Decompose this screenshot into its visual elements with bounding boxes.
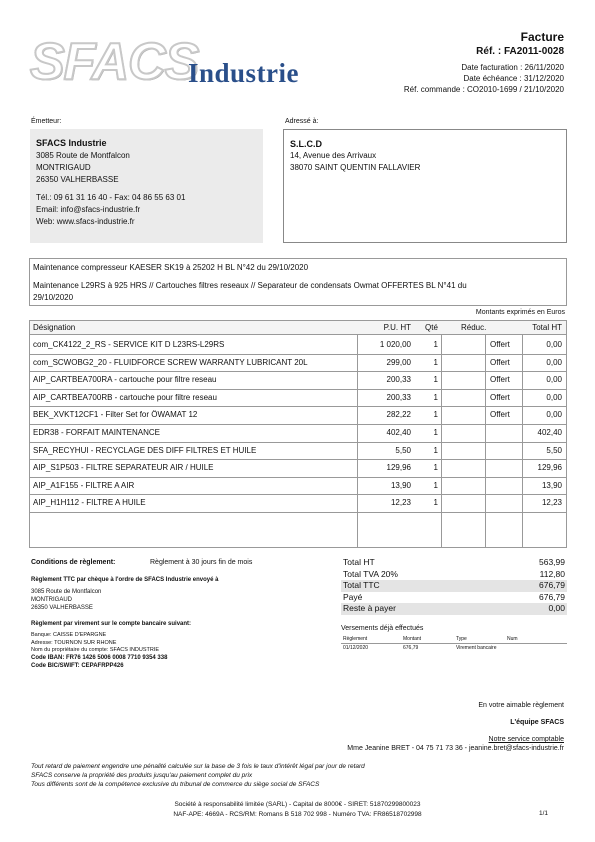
invoice-header — [404, 30, 564, 94]
cell-qte: 1 — [433, 428, 438, 437]
vers-montant: 676,79 — [403, 645, 419, 651]
cell-designation: AIP_S1P503 - FILTRE SEPARATEUR AIR / HUILE — [33, 463, 214, 473]
table-row — [30, 442, 566, 460]
emetteur-email: Email: info@sfacs-industrie.fr — [36, 205, 141, 214]
total-label: Payé — [343, 591, 363, 602]
description-line1: Maintenance compresseur KAESER SK19 à 25202 H BL N°42 du 29/10/2020 — [33, 263, 309, 272]
emetteur-name: SFACS Industrie — [36, 138, 107, 148]
cell-pu: 200,33 — [386, 392, 411, 402]
total-row — [341, 580, 567, 592]
banque-adresse: Adresse: TOURNON SUR RHONE — [31, 640, 117, 646]
total-value: 0,00 — [548, 603, 565, 613]
legal-penalties — [31, 762, 365, 789]
table-row — [30, 354, 566, 372]
company-footer — [0, 800, 595, 820]
cell-qte: 1 — [433, 340, 438, 349]
destinataire-label: Adressé à: — [285, 118, 319, 125]
emetteur-addr1: 3085 Route de Montfalcon — [36, 151, 130, 160]
cell-qte: 1 — [433, 445, 438, 455]
logo-industrie: Industrie — [188, 58, 300, 88]
conditions-text: Règlement à 30 jours fin de mois — [150, 559, 253, 566]
cell-pu: 1 020,00 — [379, 340, 411, 349]
cell-pu: 402,40 — [386, 428, 411, 437]
cell-qte: 1 — [433, 410, 438, 420]
cell-designation: EDR38 - FORFAIT MAINTENANCE — [33, 428, 160, 437]
destinataire-addr2: 38070 SAINT QUENTIN FALLAVIER — [290, 163, 421, 172]
cell-qte: 1 — [433, 357, 438, 367]
signature-line1: En votre aimable règlement — [478, 702, 564, 709]
destinataire-name: S.L.C.D — [290, 139, 323, 149]
description-line3: 29/10/2020 — [33, 293, 74, 302]
total-label: Reste à payer — [343, 603, 396, 613]
invoice-description — [29, 258, 567, 306]
cell-designation: AIP_CARTBEA700RA - cartouche pour filtre reseau — [33, 375, 217, 385]
col-pu: P.U. HT — [383, 323, 411, 332]
table-row — [30, 459, 566, 477]
penalite-line2: SFACS conserve la propriété des produits jusqu'au paiement complet du prix — [31, 772, 253, 779]
cell-pu: 5,50 — [395, 445, 411, 455]
cell-reduc: Offert — [490, 410, 510, 420]
date-echeance: Date échéance : 31/12/2020 — [463, 74, 564, 83]
table-row — [30, 371, 566, 389]
cell-qte: 1 — [433, 480, 438, 490]
col-reduc: Réduc. — [461, 323, 487, 332]
total-value: 676,79 — [539, 591, 565, 602]
destinataire-box — [283, 129, 567, 243]
total-row — [341, 603, 567, 615]
date-facturation: Date facturation : 26/11/2020 — [461, 63, 564, 72]
cell-total: 13,90 — [541, 480, 562, 490]
cell-total: 402,40 — [537, 428, 562, 437]
cell-designation: SFA_RECYHUI - RECYCLAGE DES DIFF FILTRES ET HUILE — [33, 445, 257, 455]
page-number: 1/1 — [538, 810, 548, 817]
total-label: Total TTC — [343, 580, 380, 590]
total-row — [341, 569, 567, 581]
col-designation: Désignation — [33, 323, 76, 332]
invoice-ref: Réf. : FA2011-0028 — [476, 46, 564, 57]
cell-qte: 1 — [433, 375, 438, 385]
totals-block — [341, 557, 567, 615]
cell-total: 0,00 — [546, 357, 562, 367]
table-row — [30, 336, 566, 354]
table-row — [30, 477, 566, 495]
cell-total: 0,00 — [546, 410, 562, 420]
cell-pu: 200,33 — [386, 375, 411, 385]
vers-col-num: Num — [507, 636, 518, 642]
description-line2: Maintenance L29RS à 925 HRS // Cartouches filtres reseaux // Separateur de condensats Owmat OFFERTES BL N°41 du — [33, 281, 467, 290]
cell-qte: 1 — [433, 463, 438, 473]
total-label: Total TVA 20% — [343, 568, 398, 579]
col-total: Total HT — [532, 323, 562, 332]
cell-designation: AIP_H1H112 - FILTRE A HUILE — [33, 498, 146, 508]
table-row — [30, 406, 566, 424]
cell-total: 0,00 — [546, 392, 562, 402]
vers-col-reglement: Règlement — [343, 636, 368, 642]
cell-reduc: Offert — [490, 357, 510, 367]
cell-reduc: Offert — [490, 392, 510, 402]
table-row — [30, 424, 566, 442]
signature-line2: L'équipe SFACS — [510, 719, 564, 726]
total-row — [341, 557, 567, 569]
cell-reduc: Offert — [490, 340, 510, 349]
col-qte: Qté — [425, 323, 438, 332]
emetteur-box — [30, 129, 263, 243]
versements-block — [341, 625, 567, 653]
cheque-addr1: 3085 Route de Montfalcon — [31, 589, 102, 595]
ref-commande: Réf. commande : CO2010-1699 / 21/10/2020 — [403, 85, 564, 94]
table-header — [30, 321, 566, 335]
cheque-title: Règlement TTC par chèque à l'ordre de SFACS Industrie envoyé à — [31, 577, 219, 583]
vers-col-type: Type — [456, 636, 467, 642]
signature-line3: Notre service comptable — [488, 736, 564, 743]
footer-line2: NAF-APE: 4669A - RCS/RM: Romans B 518 702 998 - Numéro TVA: FR86518702998 — [173, 811, 422, 818]
total-value: 563,99 — [539, 557, 565, 567]
vers-reglement: 01/12/2020 — [343, 645, 369, 651]
versements-header — [341, 635, 567, 644]
signature-contact: Mme Jeanine BRET - 04 75 71 73 36 - jeanine.bret@sfacs-industrie.fr — [347, 745, 564, 752]
vers-type: Virement bancaire — [456, 645, 497, 651]
cell-pu: 299,00 — [386, 357, 411, 367]
logo-wordmark: SFACS — [30, 33, 199, 91]
virement-title: Règlement par virement sur le compte bancaire suivant: — [31, 621, 192, 627]
table-row — [30, 389, 566, 407]
cell-total: 0,00 — [546, 375, 562, 385]
table-row — [30, 494, 566, 512]
cell-reduc: Offert — [490, 375, 510, 385]
cell-total: 0,00 — [546, 340, 562, 349]
company-logo — [30, 34, 312, 90]
cell-designation: AIP_A1F155 - FILTRE A AIR — [33, 480, 135, 490]
cell-pu: 13,90 — [390, 480, 411, 490]
emetteur-addr3: 26350 VALHERBASSE — [36, 175, 119, 184]
invoice-title: Facture — [520, 30, 564, 44]
versement-row — [341, 644, 567, 653]
cheque-addr2: MONTRIGAUD — [31, 597, 72, 603]
total-value: 676,79 — [539, 580, 565, 590]
penalite-line1: Tout retard de paiement engendre une pénalité calculée sur la base de 3 fois le taux d'intérêt légal par jour de retard — [31, 763, 365, 770]
cell-total: 5,50 — [546, 445, 562, 455]
cell-pu: 129,96 — [386, 463, 411, 473]
cell-total: 129,96 — [537, 463, 562, 473]
penalite-line3: Tous différents sont de la compétence exclusive du tribunal de commerce du siège social de SFACS — [31, 781, 320, 788]
emetteur-label: Émetteur: — [31, 118, 62, 125]
cell-pu: 12,23 — [390, 498, 411, 508]
cell-qte: 1 — [433, 498, 438, 508]
cell-qte: 1 — [433, 392, 438, 402]
total-label: Total HT — [343, 557, 375, 567]
cell-designation: BEK_XVKT12CF1 - Filter Set for ÖWAMAT 12 — [33, 410, 198, 420]
bic: Code BIC/SWIFT: CEPAFRPP426 — [31, 663, 124, 669]
vers-col-montant: Montant — [403, 636, 422, 642]
conditions-title: Conditions de règlement: — [31, 559, 116, 566]
cell-designation: AIP_CARTBEA700RB - cartouche pour filtre reseau — [33, 392, 217, 402]
emetteur-web: Web: www.sfacs-industrie.fr — [36, 217, 135, 226]
cell-total: 12,23 — [541, 498, 562, 508]
cell-designation: com_CK4122_2_RS - SERVICE KIT D L23RS-L29RS — [33, 340, 225, 349]
emetteur-tel: Tél.: 09 61 31 16 40 - Fax: 04 86 55 63 01 — [36, 193, 186, 202]
emetteur-addr2: MONTRIGAUD — [36, 163, 91, 172]
proprietaire: Nom du propriétaire du compte: SFACS INDUSTRIE — [31, 647, 160, 653]
invoice-lines-table — [29, 320, 567, 548]
iban: Code IBAN: FR76 1426 5006 0008 7710 9354 338 — [31, 655, 168, 661]
footer-line1: Société à responsabilité limitée (SARL) - Capital de 8000€ - SIRET: 51870299800023 — [174, 801, 421, 808]
currency-note: Montants exprimés en Euros — [475, 309, 565, 316]
destinataire-addr1: 14, Avenue des Arrivaux — [290, 151, 377, 160]
cheque-addr3: 26350 VALHERBASSE — [31, 605, 93, 611]
banque: Banque: CAISSE D'EPARGNE — [31, 632, 107, 638]
cell-pu: 282,22 — [386, 410, 411, 420]
total-row — [341, 592, 567, 604]
versements-title: Versements déjà effectués — [341, 625, 424, 632]
total-value: 112,80 — [539, 568, 565, 579]
cell-designation: com_SCWOBG2_20 - FLUIDFORCE SCREW WARRANTY LUBRICANT 20L — [33, 357, 308, 367]
